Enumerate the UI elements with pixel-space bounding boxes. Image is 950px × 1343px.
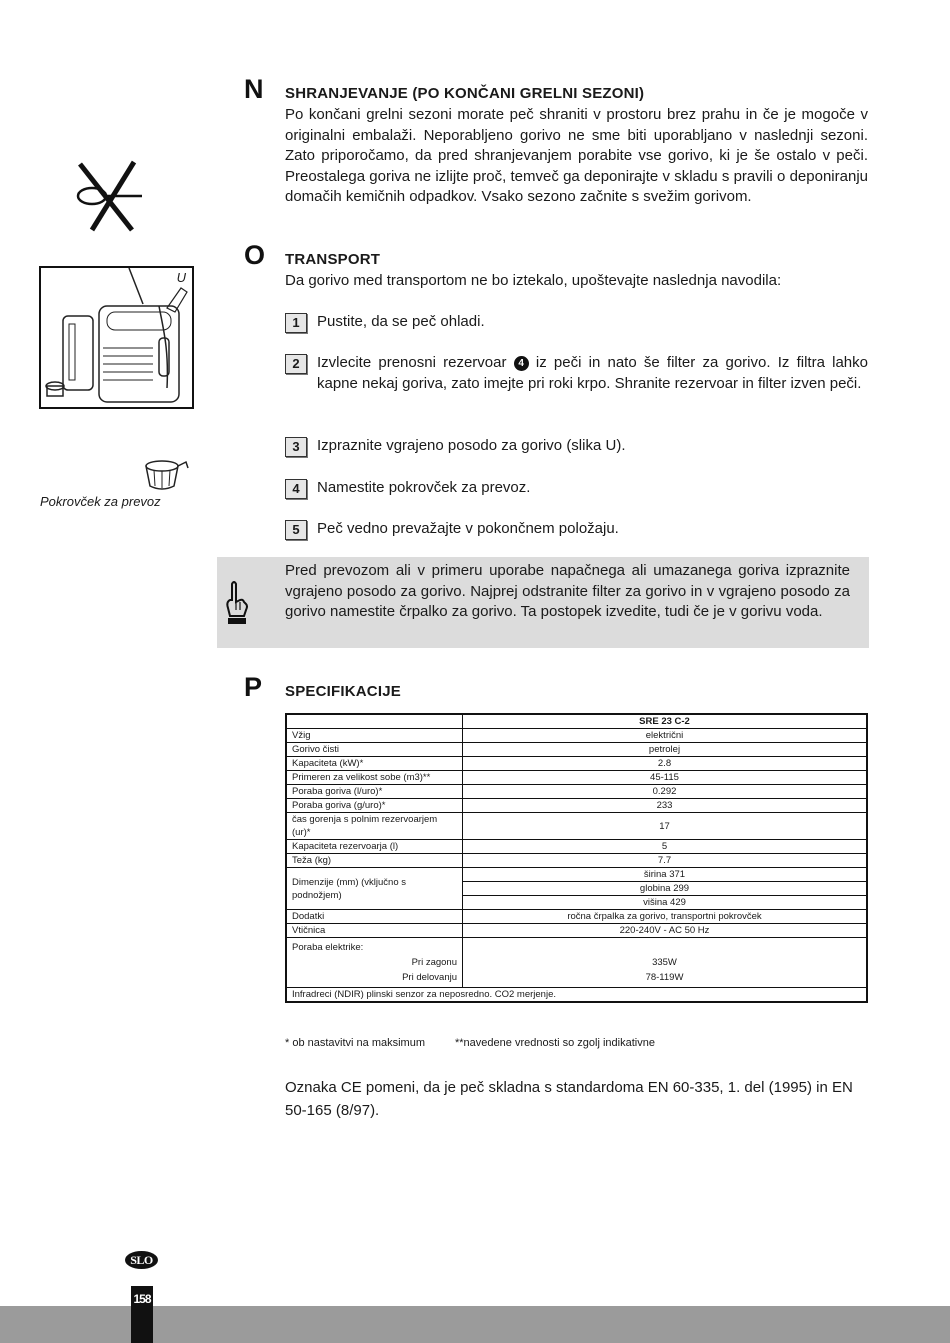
row-label: čas gorenja s polnim rezervoarjem (ur)* [286, 813, 463, 840]
section-heading-storage: SHRANJEVANJE (PO KONČANI GRELNI SEZONI) [285, 85, 645, 102]
row-label: Kapaciteta rezervoarja (l) [286, 840, 463, 854]
row-value: električni [463, 729, 868, 743]
row-value: 2.8 [463, 757, 868, 771]
step-text-2 [317, 353, 868, 394]
power-values [463, 938, 868, 988]
figure-u [39, 266, 194, 409]
table-row [286, 910, 867, 924]
table-header-row [286, 714, 867, 729]
step-number-3: 3 [285, 437, 307, 457]
row-value: 45-115 [463, 771, 868, 785]
accessories-label: Dodatki [286, 910, 463, 924]
step-text-4: Namestite pokrovček za prevoz. [317, 479, 531, 496]
page-number: 158 [131, 1286, 153, 1343]
row-value: 17 [463, 813, 868, 840]
ce-statement: Oznaka CE pomeni, da je peč skladna s standardoma EN 60-335, 1. del (1995) in EN 50-165 (8/97). [285, 1079, 853, 1119]
section-heading-transport: TRANSPORT [285, 251, 381, 268]
plug-value: 220-240V - AC 50 Hz [463, 924, 868, 938]
power-labels [286, 938, 463, 988]
transport-intro: Da gorivo med transportom ne bo iztekalo, upoštevajte naslednja navodila: [285, 272, 782, 289]
table-row [286, 757, 867, 771]
footnote-max: * ob nastavitvi na maksimum [285, 1037, 425, 1049]
dimension-width: širina 371 [463, 868, 868, 882]
transport-note: Pred prevozom ali v primeru uporabe napačnega ali umazanega goriva izpraznite vgrajeno posodo za gorivo. Najprej odstranite filter za gorivo in v vgrajeno posodo za gorivo namestite črpalko za gorivo. Ta postopek izvedite, tudi če je v gorivu voda. [285, 562, 850, 621]
row-label: Poraba goriva (g/uro)* [286, 799, 463, 813]
table-row [286, 785, 867, 799]
dimensions-label: Dimenzije (mm) (vključno s podnožjem) [286, 868, 463, 910]
power-run-value: 78-119W [645, 972, 684, 983]
step-text-2-part1: Izvlecite prenosni rezervoar [317, 354, 514, 371]
tank-number-badge: 4 [514, 356, 529, 371]
transport-cap-icon [142, 458, 190, 494]
power-start-value: 335W [652, 957, 677, 968]
table-row-dimensions [286, 868, 867, 882]
figure-label: U [176, 270, 186, 285]
step-number-5: 5 [285, 520, 307, 540]
plug-label: Vtičnica [286, 924, 463, 938]
row-label: Vžig [286, 729, 463, 743]
figure-caption: Pokrovček za prevoz [40, 494, 161, 509]
power-label: Poraba elektrike: [292, 942, 364, 953]
footnote-indicative: **navedene vrednosti so zgolj indikativne [455, 1037, 655, 1049]
no-screwdriver-icon [72, 158, 144, 234]
model-name: SRE 23 C-2 [463, 714, 868, 729]
row-label: Teža (kg) [286, 854, 463, 868]
table-row [286, 854, 867, 868]
table-row [286, 840, 867, 854]
storage-paragraph: Po končani grelni sezoni morate peč shraniti v prostoru brez prahu in če je mogoče v originalni embalaži. Neporabljeno gorivo ne sme biti uporabljano v naslednji sezoni. Zato priporočamo, da pred shranjevanjem porabite vse gorivo, ki je še ostalo v peči. Preostalega goriva ne izlijte proč, temveč ga deponirajte v skladu s pravili o deponiranju domačih kemičnih odpadkov. Vsako sezono začnite s svežim gorivom. [285, 106, 868, 206]
row-label: Kapaciteta (kW)* [286, 757, 463, 771]
section-letter-n: N [244, 74, 264, 104]
table-row [286, 924, 867, 938]
dimension-depth: globina 299 [463, 882, 868, 896]
step-number-1: 1 [285, 313, 307, 333]
table-row [286, 729, 867, 743]
table-row [286, 743, 867, 757]
table-row [286, 988, 867, 1003]
row-value: 0.292 [463, 785, 868, 799]
table-row [286, 799, 867, 813]
table-row [286, 813, 867, 840]
section-letter-p: P [244, 672, 263, 702]
accessories-value: ročna črpalka za gorivo, transportni pokrovček [463, 910, 868, 924]
pointing-hand-icon [222, 580, 250, 628]
power-run-label: Pri delovanju [402, 972, 457, 983]
section-letter-o: O [244, 240, 266, 270]
row-label: Primeren za velikost sobe (m3)** [286, 771, 463, 785]
step-text-5: Peč vedno prevažajte v pokončnem položaju. [317, 520, 619, 537]
table-row-power [286, 938, 867, 988]
step-text-1: Pustite, da se peč ohladi. [317, 313, 485, 330]
step-text-2-part2: iz peči in nato še filter za gorivo. Iz filtra lahko kapne nekaj goriva, zato imejte pri roki krpo. Shranite rezervoar in filter izven peči. [317, 354, 868, 392]
step-text-3: Izpraznite vgrajeno posodo za gorivo (slika U). [317, 437, 626, 454]
power-start-label: Pri zagonu [411, 957, 457, 968]
step-number-4: 4 [285, 479, 307, 499]
dimension-height: višina 429 [463, 896, 868, 910]
row-value: 7.7 [463, 854, 868, 868]
specifications-table [285, 713, 868, 1003]
row-value: 5 [463, 840, 868, 854]
heater-drain-illustration [41, 268, 192, 407]
row-value: 233 [463, 799, 868, 813]
table-row [286, 771, 867, 785]
sensor-note: Infradreci (NDIR) plinski senzor za neposredno. CO2 merjenje. [286, 988, 867, 1003]
row-label: Gorivo čisti [286, 743, 463, 757]
table-header-empty [286, 714, 463, 729]
row-label: Poraba goriva (l/uro)* [286, 785, 463, 799]
step-number-2: 2 [285, 354, 307, 374]
section-heading-specs: SPECIFIKACIJE [285, 683, 401, 700]
language-badge: SLO [125, 1251, 158, 1269]
row-value: petrolej [463, 743, 868, 757]
